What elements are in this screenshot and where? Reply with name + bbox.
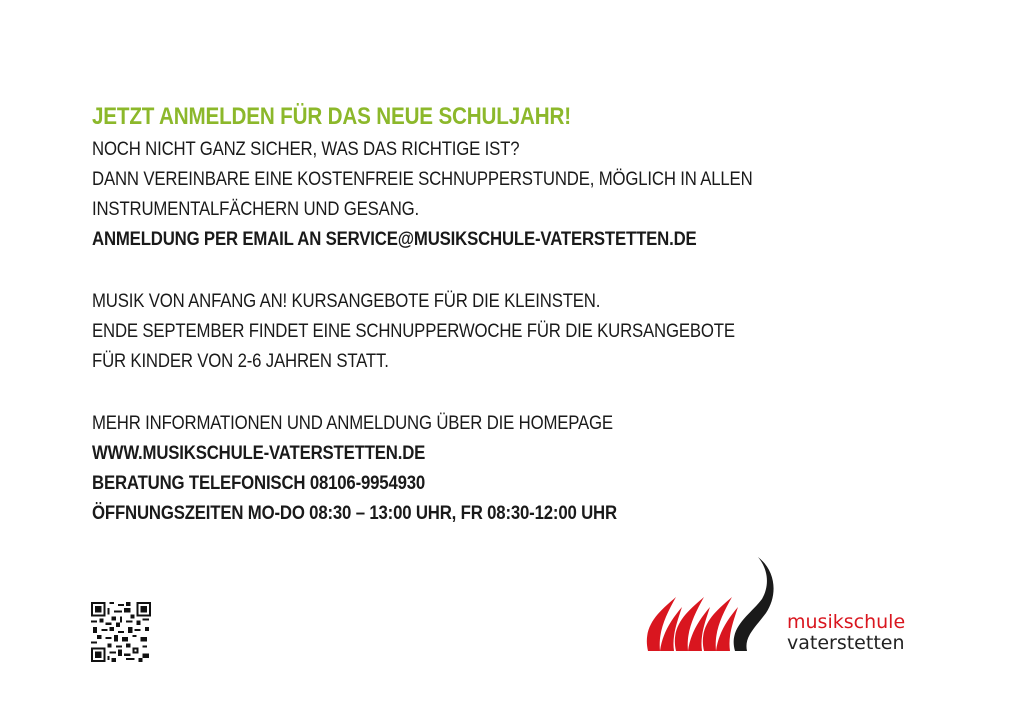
logo-line1: musikschule	[787, 611, 906, 633]
block2-line2: ENDE SEPTEMBER FINDET EINE SCHNUPPERWOCHE FÜR DIE KURSANGEBOTE	[92, 320, 735, 342]
logo-line2: vaterstetten	[787, 632, 905, 654]
opening-hours: ÖFFNUNGSZEITEN MO-DO 08:30 – 13:00 UHR, FR 08:30-12:00 UHR	[92, 502, 617, 524]
homepage-link[interactable]: WWW.MUSIKSCHULE-VATERSTETTEN.DE	[92, 442, 426, 464]
flyer-content	[92, 100, 972, 528]
block2-line3: FÜR KINDER VON 2-6 JAHREN STATT.	[92, 350, 389, 372]
block2-line1: MUSIK VON ANFANG AN! KURSANGEBOTE FÜR DIE KLEINSTEN.	[92, 290, 601, 312]
block1-line1: NOCH NICHT GANZ SICHER, WAS DAS RICHTIGE IST?	[92, 138, 520, 160]
block1-line2: DANN VEREINBARE EINE KOSTENFREIE SCHNUPPERSTUNDE, MÖGLICH IN ALLEN	[92, 168, 753, 190]
qr-code-icon[interactable]	[91, 602, 151, 662]
phone-info: BERATUNG TELEFONISCH 08106-9954930	[92, 472, 426, 494]
email-link[interactable]: ANMELDUNG PER EMAIL AN SERVICE@MUSIKSCHULE-VATERSTETTEN.DE	[92, 228, 697, 250]
logo-text	[787, 612, 905, 654]
block1-line3: INSTRUMENTALFÄCHERN UND GESANG.	[92, 198, 420, 220]
headline: JETZT ANMELDEN FÜR DAS NEUE SCHULJAHR!	[92, 103, 571, 130]
block3-line1: MEHR INFORMATIONEN UND ANMELDUNG ÜBER DIE HOMEPAGE	[92, 412, 613, 434]
